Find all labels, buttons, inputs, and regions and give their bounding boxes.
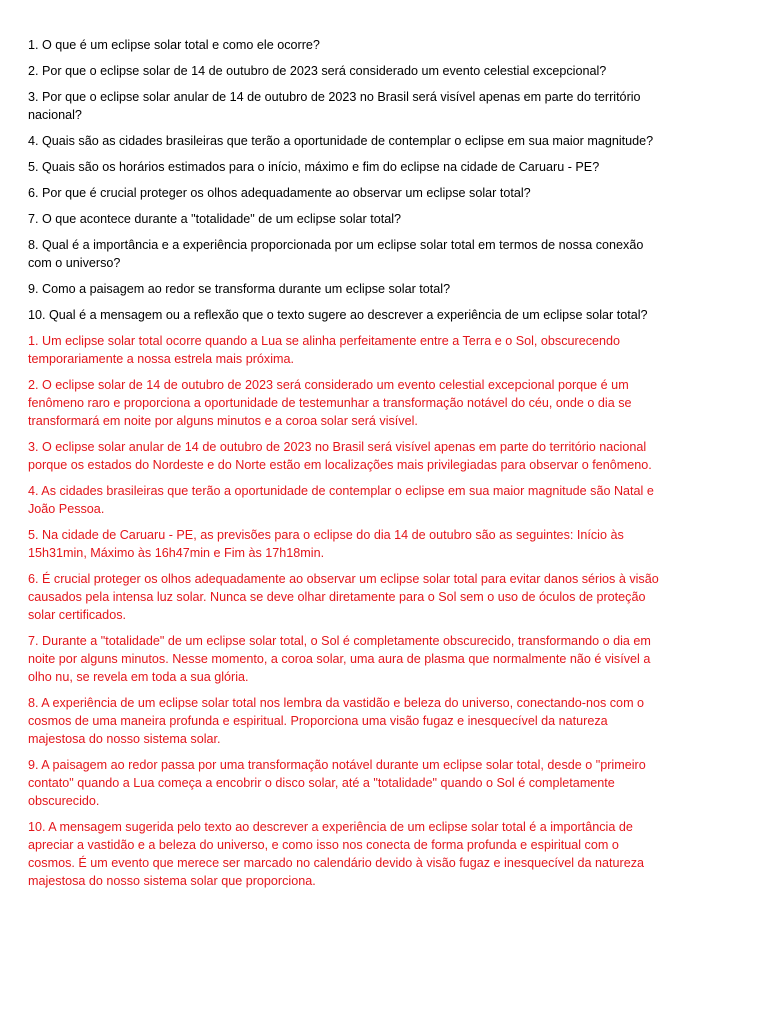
answer-2: 2. O eclipse solar de 14 de outubro de 2023 será considerado um evento celestial excepcional porque é um fenômeno raro e proporciona a oportunidade de testemunhar a transformação notável do céu, onde o dia se transformará em noite por alguns minutos e a coroa solar será visível.: [28, 378, 632, 428]
question-9: 9. Como a paisagem ao redor se transforma durante um eclipse solar total?: [28, 282, 451, 296]
question-5: 5. Quais são os horários estimados para o início, máximo e fim do eclipse na cidade de Caruaru - PE?: [28, 160, 600, 174]
answer-3: 3. O eclipse solar anular de 14 de outubro de 2023 no Brasil será visível apenas em parte do território nacional porque os estados do Nordeste e do Norte estão em localizações mais privilegiadas para observar o fenômeno.: [28, 440, 652, 472]
question-6: 6. Por que é crucial proteger os olhos adequadamente ao observar um eclipse solar total?: [28, 186, 531, 200]
answer-10: 10. A mensagem sugerida pelo texto ao descrever a experiência de um eclipse solar total é a importância de apreciar a vastidão e a beleza do universo, e como isso nos conecta de forma profunda e espiritual com o cosmos. É um evento que merece ser marcado no calendário devido à visão fugaz e inesquecível da natureza majestosa do nosso sistema solar que proporciona.: [28, 820, 645, 888]
question-4: 4. Quais são as cidades brasileiras que terão a oportunidade de contemplar o eclipse em sua maior magnitude?: [28, 134, 654, 148]
answer-6: 6. É crucial proteger os olhos adequadamente ao observar um eclipse solar total para evitar danos sérios à visão causados pela intensa luz solar. Nunca se deve olhar diretamente para o Sol sem o uso de óculos de proteção solar certificados.: [28, 572, 659, 622]
answer-8: 8. A experiência de um eclipse solar total nos lembra da vastidão e beleza do universo, conectando-nos com o cosmos de uma maneira profunda e espiritual. Proporciona uma visão fugaz e inesquecível da natureza majestosa do nosso sistema solar.: [28, 696, 645, 746]
question-7: 7. O que acontece durante a "totalidade" de um eclipse solar total?: [28, 212, 401, 226]
question-10: 10. Qual é a mensagem ou a reflexão que o texto sugere ao descrever a experiência de um eclipse solar total?: [28, 308, 648, 322]
question-1: 1. O que é um eclipse solar total e como ele ocorre?: [28, 38, 320, 52]
question-3: 3. Por que o eclipse solar anular de 14 de outubro de 2023 no Brasil será visível apenas em parte do território nacional?: [28, 90, 641, 122]
question-8: 8. Qual é a importância e a experiência proporcionada por um eclipse solar total em termos de nossa conexão com o universo?: [28, 238, 644, 270]
document-page: [28, 36, 668, 898]
answers-list: [28, 332, 668, 890]
questions-list: [28, 36, 668, 324]
answer-4: 4. As cidades brasileiras que terão a oportunidade de contemplar o eclipse em sua maior magnitude são Natal e João Pessoa.: [28, 484, 654, 516]
answer-5: 5. Na cidade de Caruaru - PE, as previsões para o eclipse do dia 14 de outubro são as seguintes: Início às 15h31min, Máximo às 16h47min e Fim às 17h18min.: [28, 528, 624, 560]
answer-7: 7. Durante a "totalidade" de um eclipse solar total, o Sol é completamente obscurecido, transformando o dia em noite por alguns minutos. Nesse momento, a coroa solar, uma aura de plasma que normalmente não é visível a olho nu, se revela em toda a sua glória.: [28, 634, 651, 684]
answer-1: 1. Um eclipse solar total ocorre quando a Lua se alinha perfeitamente entre a Terra e o Sol, obscurecendo temporariamente a nossa estrela mais próxima.: [28, 334, 621, 366]
answer-9: 9. A paisagem ao redor passa por uma transformação notável durante um eclipse solar total, desde o "primeiro contato" quando a Lua começa a encobrir o disco solar, até a "totalidade" quando o Sol é completamente obscurecido.: [28, 758, 646, 808]
question-2: 2. Por que o eclipse solar de 14 de outubro de 2023 será considerado um evento celestial excepcional?: [28, 64, 607, 78]
